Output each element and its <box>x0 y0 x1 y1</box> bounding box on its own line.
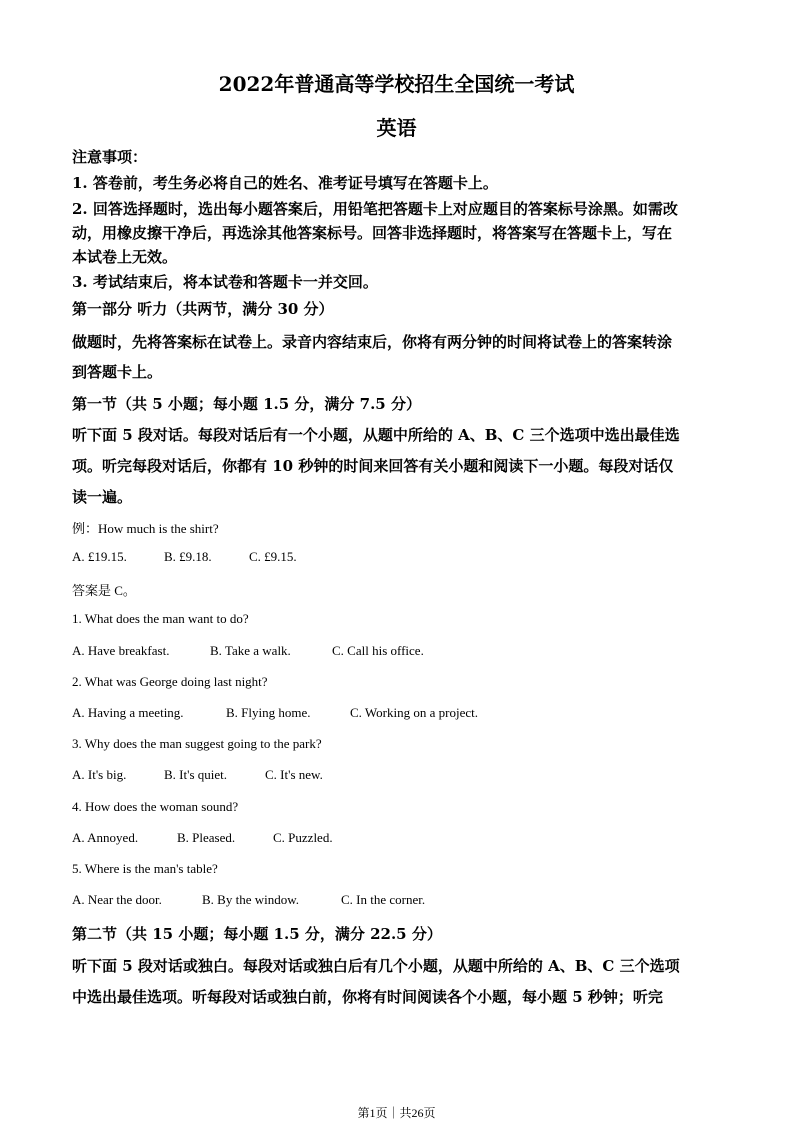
question-5: 5. Where is the man's table? <box>72 861 218 876</box>
option-a: A. Having a meeting. <box>72 705 184 720</box>
option-b: B. Pleased. <box>177 830 236 845</box>
notes-item-2-line-3: 本试卷上无效。 <box>72 248 178 266</box>
option-c: C. It's new. <box>265 767 323 782</box>
question-1-options <box>72 643 424 659</box>
notes-item-3: 3. 考试结束后，将本试卷和答题卡一并交回。 <box>72 273 378 291</box>
option-c: C. Working on a project. <box>350 705 478 720</box>
notes-item-2-line-1: 2. 回答选择题时，选出每小题答案后，用铅笔把答题卡上对应题目的答案标号涂黑。如需改 <box>72 200 678 218</box>
part1-intro-line-1: 做题时，先将答案标在试卷上。录音内容结束后，你将有两分钟的时间将试卷上的答案转涂 <box>72 333 673 351</box>
example-answer: 答案是 C。 <box>72 583 136 598</box>
section1-heading: 第一节（共 5 小题；每小题 1.5 分，满分 7.5 分） <box>72 395 421 413</box>
option-b: B. Flying home. <box>226 705 311 720</box>
notes-item-1: 1. 答卷前，考生务必将自己的姓名、准考证号填写在答题卡上。 <box>72 174 498 192</box>
option-a: A. Have breakfast. <box>72 643 170 658</box>
option-a: A. It's big. <box>72 767 127 782</box>
option-b: B. £9.18. <box>164 549 212 564</box>
section1-intro-line-3: 读一遍。 <box>72 488 133 506</box>
question-3-options <box>72 767 323 783</box>
notes-heading: 注意事项： <box>72 148 148 166</box>
option-c: C. Call his office. <box>332 643 424 658</box>
section2-heading: 第二节（共 15 小题；每小题 1.5 分，满分 22.5 分） <box>72 925 442 943</box>
option-c: C. In the corner. <box>341 892 426 907</box>
part1-intro-line-2: 到答题卡上。 <box>72 363 163 381</box>
subject-title: 英语 <box>376 116 417 140</box>
question-2: 2. What was George doing last night? <box>72 674 268 689</box>
page-number: 第1页｜共26页 <box>357 1106 436 1120</box>
section2-intro-line-1: 听下面 5 段对话或独白。每段对话或独白后有几个小题，从题中所给的 A、B、C 三个选项 <box>72 957 680 975</box>
question-4: 4. How does the woman sound? <box>72 799 239 814</box>
part1-heading: 第一部分 听力（共两节，满分 30 分） <box>72 300 334 318</box>
question-2-options <box>72 705 478 721</box>
question-1: 1. What does the man want to do? <box>72 611 249 626</box>
section1-intro-line-1: 听下面 5 段对话。每段对话后有一个小题，从题中所给的 A、B、C 三个选项中选出最佳选 <box>72 426 680 444</box>
question-4-options <box>72 830 333 846</box>
question-3: 3. Why does the man suggest going to the park? <box>72 736 322 751</box>
option-b: B. Take a walk. <box>210 643 291 658</box>
question-5-options <box>72 892 425 908</box>
section2-intro-line-2: 中选出最佳选项。听每段对话或独白前，你将有时间阅读各个小题，每小题 5 秒钟；听完 <box>72 988 663 1006</box>
option-b: B. By the window. <box>202 892 300 907</box>
notes-item-2-line-2: 动，用橡皮擦干净后，再选涂其他答案标号。回答非选择题时，将答案写在答题卡上，写在 <box>72 224 673 242</box>
option-c: C. £9.15. <box>249 549 297 564</box>
section1-intro-line-2: 项。听完每段对话后，你都有 10 秒钟的时间来回答有关小题和阅读下一小题。每段对话仅 <box>72 457 674 475</box>
option-b: B. It's quiet. <box>164 767 228 782</box>
option-a: A. Near the door. <box>72 892 162 907</box>
option-a: A. £19.15. <box>72 549 127 564</box>
example-options <box>72 549 297 565</box>
option-a: A. Annoyed. <box>72 830 139 845</box>
exam-title: 2022年普通高等学校招生全国统一考试 <box>218 72 575 96</box>
example-question: 例：How much is the shirt? <box>72 521 219 536</box>
option-c: C. Puzzled. <box>273 830 333 845</box>
